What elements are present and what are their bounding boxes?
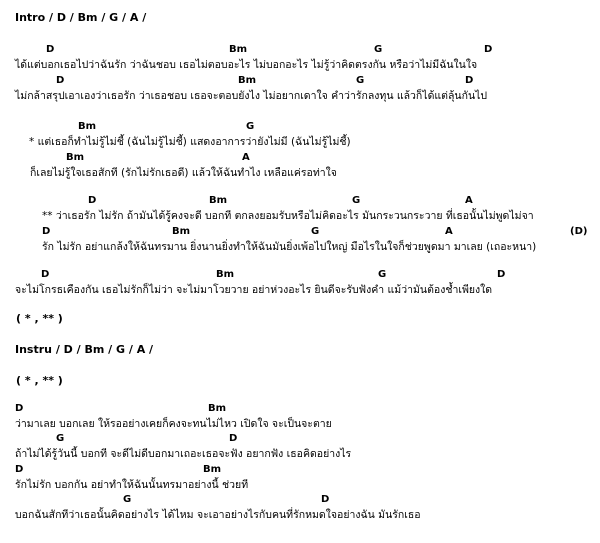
chord: A <box>465 195 473 206</box>
intro-line: Intro / D / Bm / G / A / <box>15 11 147 24</box>
chord: (D) <box>570 226 588 237</box>
chord: G <box>374 44 383 55</box>
chord: Bm <box>203 464 222 475</box>
lyric-line: ไม่กล้าสรุปเอาเองว่าเธอรัก ว่าเธอชอบ เธอจะตอบยังไง ไม่อยากเดาใจ คำว่ารักลงทุน แล้วก็ได้แต่ลุ้นกันไป <box>15 90 488 102</box>
chord: Bm <box>209 195 228 206</box>
instru-line: Instru / D / Bm / G / A / <box>15 343 154 356</box>
lyric-line: ** ว่าเธอรัก ไม่รัก ถ้ามันได้รู้คงจะดี บอกที ตกลงยอมรับหรือไม่คิดอะไร มันกระวนกระวาย ที่เธอนั้นไม่พูดไม่จา <box>42 210 534 222</box>
chord: D <box>41 269 50 280</box>
lyric-line: รัก ไม่รัก อย่าแกล้งให้ฉันทรมาน ยิ่งนานยิ่งทำให้ฉันมันยิ่งเพ้อไปใหญ่ มือไรในใจก็ช่วยพูดมา มาเลย (เถอะหนา) <box>42 241 537 253</box>
chord: Bm <box>216 269 235 280</box>
lyric-line: ว่ามาเลย บอกเลย ให้รออย่างเคยก็คงจะทนไม่ไหว เปิดใจ จะเป็นจะตาย <box>15 418 332 430</box>
lyric-line: ได้แต่บอกเธอไปว่าฉันรัก ว่าฉันชอบ เธอไม่ตอบอะไร ไม่บอกอะไร ไม่รู้ว่าคิดตรงกัน หรือว่าไม่มีฉันในใจ <box>15 59 478 71</box>
chord: G <box>246 121 255 132</box>
chord: G <box>56 433 65 444</box>
chord: Bm <box>66 152 85 163</box>
chord: A <box>445 226 453 237</box>
chord: D <box>465 75 474 86</box>
chord: Bm <box>208 403 227 414</box>
chord: D <box>42 226 51 237</box>
lyric-line: รักไม่รัก บอกกัน อย่าทำให้ฉันนั้นทรมาอย่างนี้ ช่วยที <box>15 479 249 491</box>
chord: G <box>378 269 387 280</box>
lyric-line: ก็เลยไม่รู้ใจเธอสักที (รักไม่รักเธอดี) แล้วให้ฉันทำไง เหลือแค่รอท่าใจ <box>30 167 337 179</box>
chord: A <box>242 152 250 163</box>
lyric-line: ถ้าไม่ได้รู้วันนี้ บอกที จะดีไม่ดีบอกมาเถอะเธอจะฟัง อยากฟัง เธอคิดอย่างไร <box>15 448 352 460</box>
chord: D <box>497 269 506 280</box>
lyric-line: จะไม่โกรธเคืองกัน เธอไม่รักก็ไม่ว่า จะไม่มาโวยวาย อย่าห่วงอะไร ยินดีจะรับฟังคำ แม้ว่ามันต้องช้ำเพียงใด <box>15 284 493 296</box>
chord: Bm <box>229 44 248 55</box>
chord: D <box>46 44 55 55</box>
chord: D <box>484 44 493 55</box>
repeat-marker: ( * , ** ) <box>16 374 63 387</box>
chord: G <box>123 494 132 505</box>
chord: G <box>356 75 365 86</box>
chord: D <box>88 195 97 206</box>
lyric-line: บอกฉันสักทีว่าเธอนั้นคิดอย่างไร ได้ไหม จะเอาอย่างไรกับคนที่รักหมดใจอย่างฉัน มันรักเธอ <box>15 509 421 521</box>
chord: D <box>15 403 24 414</box>
chord: Bm <box>172 226 191 237</box>
lyric-line: * แต่เธอก็ทำไม่รู้ไม่ชี้ (ฉันไม่รู้ไม่ชี้) แสดงอาการว่ายังไม่มี (ฉันไม่รู้ไม่ชี้) <box>29 136 351 148</box>
chord: Bm <box>238 75 257 86</box>
chord: Bm <box>78 121 97 132</box>
chord: D <box>321 494 330 505</box>
chord: D <box>229 433 238 444</box>
chord: D <box>15 464 24 475</box>
chord: D <box>56 75 65 86</box>
chord: G <box>352 195 361 206</box>
chord: G <box>311 226 320 237</box>
repeat-marker: ( * , ** ) <box>16 312 63 325</box>
